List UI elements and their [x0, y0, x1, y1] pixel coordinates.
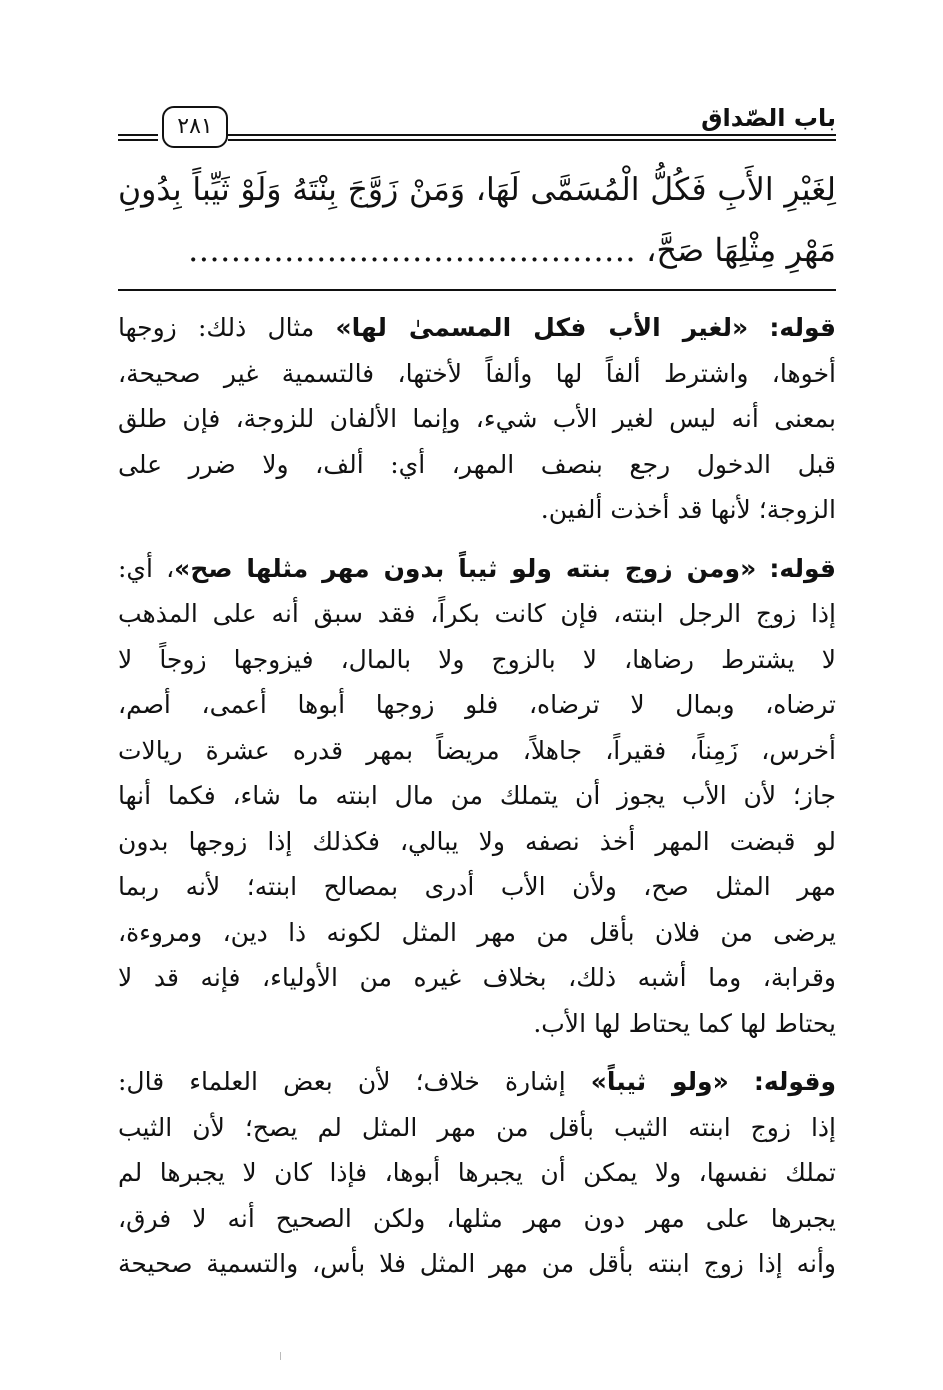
line-text: إشارة خلاف؛ لأن بعض العلماء قال:	[118, 1067, 591, 1096]
paragraph-lead: قوله:	[769, 553, 836, 583]
paragraph-lead: وقوله:	[753, 1067, 836, 1096]
matn-text	[118, 160, 836, 280]
paragraph-line: إذا زوج الرجل ابنته، فإن كانت بكراً، فقد سبق أنه على المذهب	[118, 599, 836, 628]
header-rule-right	[228, 134, 836, 141]
chapter-title: باب الصّداق	[701, 104, 836, 132]
paragraph-line: الزوجة؛ لأنها قد أخذت ألفين.	[540, 495, 836, 524]
line-text: ، أي:	[118, 553, 175, 583]
paragraph-line: جاز؛ لأن الأب يجوز أن يتملك من مال ابنته ما شاء، فكما أنها	[118, 781, 836, 810]
matn-line: لِغَيْرِ الأَبِ فَكُلُّ الْمُسَمَّى لَهَا، وَمَنْ زَوَّجَ بِنْتَهُ وَلَوْ ثَيِّباً بِدُونِ	[118, 172, 836, 208]
matn-line: مَهْرِ مِثْلِهَا صَحَّ، ……………………………………	[187, 231, 836, 269]
paragraph-line	[118, 546, 836, 592]
paragraph-line: وأنه إذا زوج ابنته بأقل من مهر المثل فلا بأس، والتسمية صحيحة	[118, 1249, 836, 1278]
scan-speck	[280, 1352, 281, 1360]
matn-quote: «لغير الأب فكل المسمىٰ لها»	[335, 313, 749, 342]
paragraph-line: يحتاط لها كما يحتاط لها الأب.	[533, 1008, 836, 1038]
paragraph-line	[118, 1059, 836, 1105]
paragraph-line: ترضاه، وبمال لا ترضاه، فلو زوجها أبوها أعمى، أصم،	[118, 690, 836, 719]
paragraph-line: أخرس، زَمِناً، فقيراً، جاهلاً، مريضاً بمهر قدره عشرة ريالات	[118, 735, 836, 765]
paragraph-line: أخوها، واشترط ألفاً لها وألفاً لأختها، فالتسمية غير صحيحة،	[118, 358, 836, 388]
header-rule-left	[118, 134, 158, 141]
matn-quote: «ومن زوج بنته ولو ثيباً بدون مهر مثلها صح»	[174, 553, 757, 583]
paragraph-line: لو قبضت المهر أخذ نصفه ولا يبالي، فكذلك إذا زوجها بدون	[118, 826, 836, 856]
commentary-paragraph	[118, 546, 836, 1047]
paragraph-line	[118, 305, 836, 351]
commentary	[118, 305, 836, 1287]
matn-quote: «ولو ثيباً»	[590, 1067, 729, 1096]
paragraph-line: وقرابة، وما أشبه ذلك، بخلاف غيره من الأولياء، فإنه قد لا	[118, 963, 836, 992]
paragraph-line: بمعنى أنه ليس لغير الأب شيء، وإنما الألفان للزوجة، فإن طلق	[118, 404, 836, 433]
commentary-paragraph	[118, 305, 836, 533]
paragraph-line: لا يشترط رضاها، لا بالزوج ولا بالمال، فيزوجها زوجاً لا	[118, 644, 836, 674]
page-header	[118, 100, 836, 148]
line-text: مثال ذلك: زوجها	[118, 313, 336, 342]
page-number-badge: ٢٨١	[162, 106, 228, 148]
commentary-paragraph	[118, 1059, 836, 1287]
paragraph-lead: قوله:	[769, 313, 836, 342]
paragraph-line: مهر المثل صح، ولأن الأب أدرى بمصالح ابنته؛ لأنه ربما	[118, 872, 836, 901]
matn-divider	[118, 289, 836, 291]
paragraph-line: يجبرها على مهر دون مهر مثلها، ولكن الصحيح أنه لا فرق،	[118, 1203, 836, 1233]
paragraph-line: يرضى من فلان بأقل من مهر المثل لكونه ذا دين، ومروءة،	[118, 917, 836, 947]
paragraph-line: تملك نفسها، ولا يمكن أن يجبرها أبوها، فإذا كان لا يجبرها لم	[118, 1158, 836, 1187]
paragraph-line: إذا زوج ابنته الثيب بأقل من مهر المثل لم يصح؛ لأن الثيب	[118, 1112, 836, 1142]
paragraph-line: قبل الدخول رجع بنصف المهر، أي: ألف، ولا ضرر على	[118, 449, 836, 479]
